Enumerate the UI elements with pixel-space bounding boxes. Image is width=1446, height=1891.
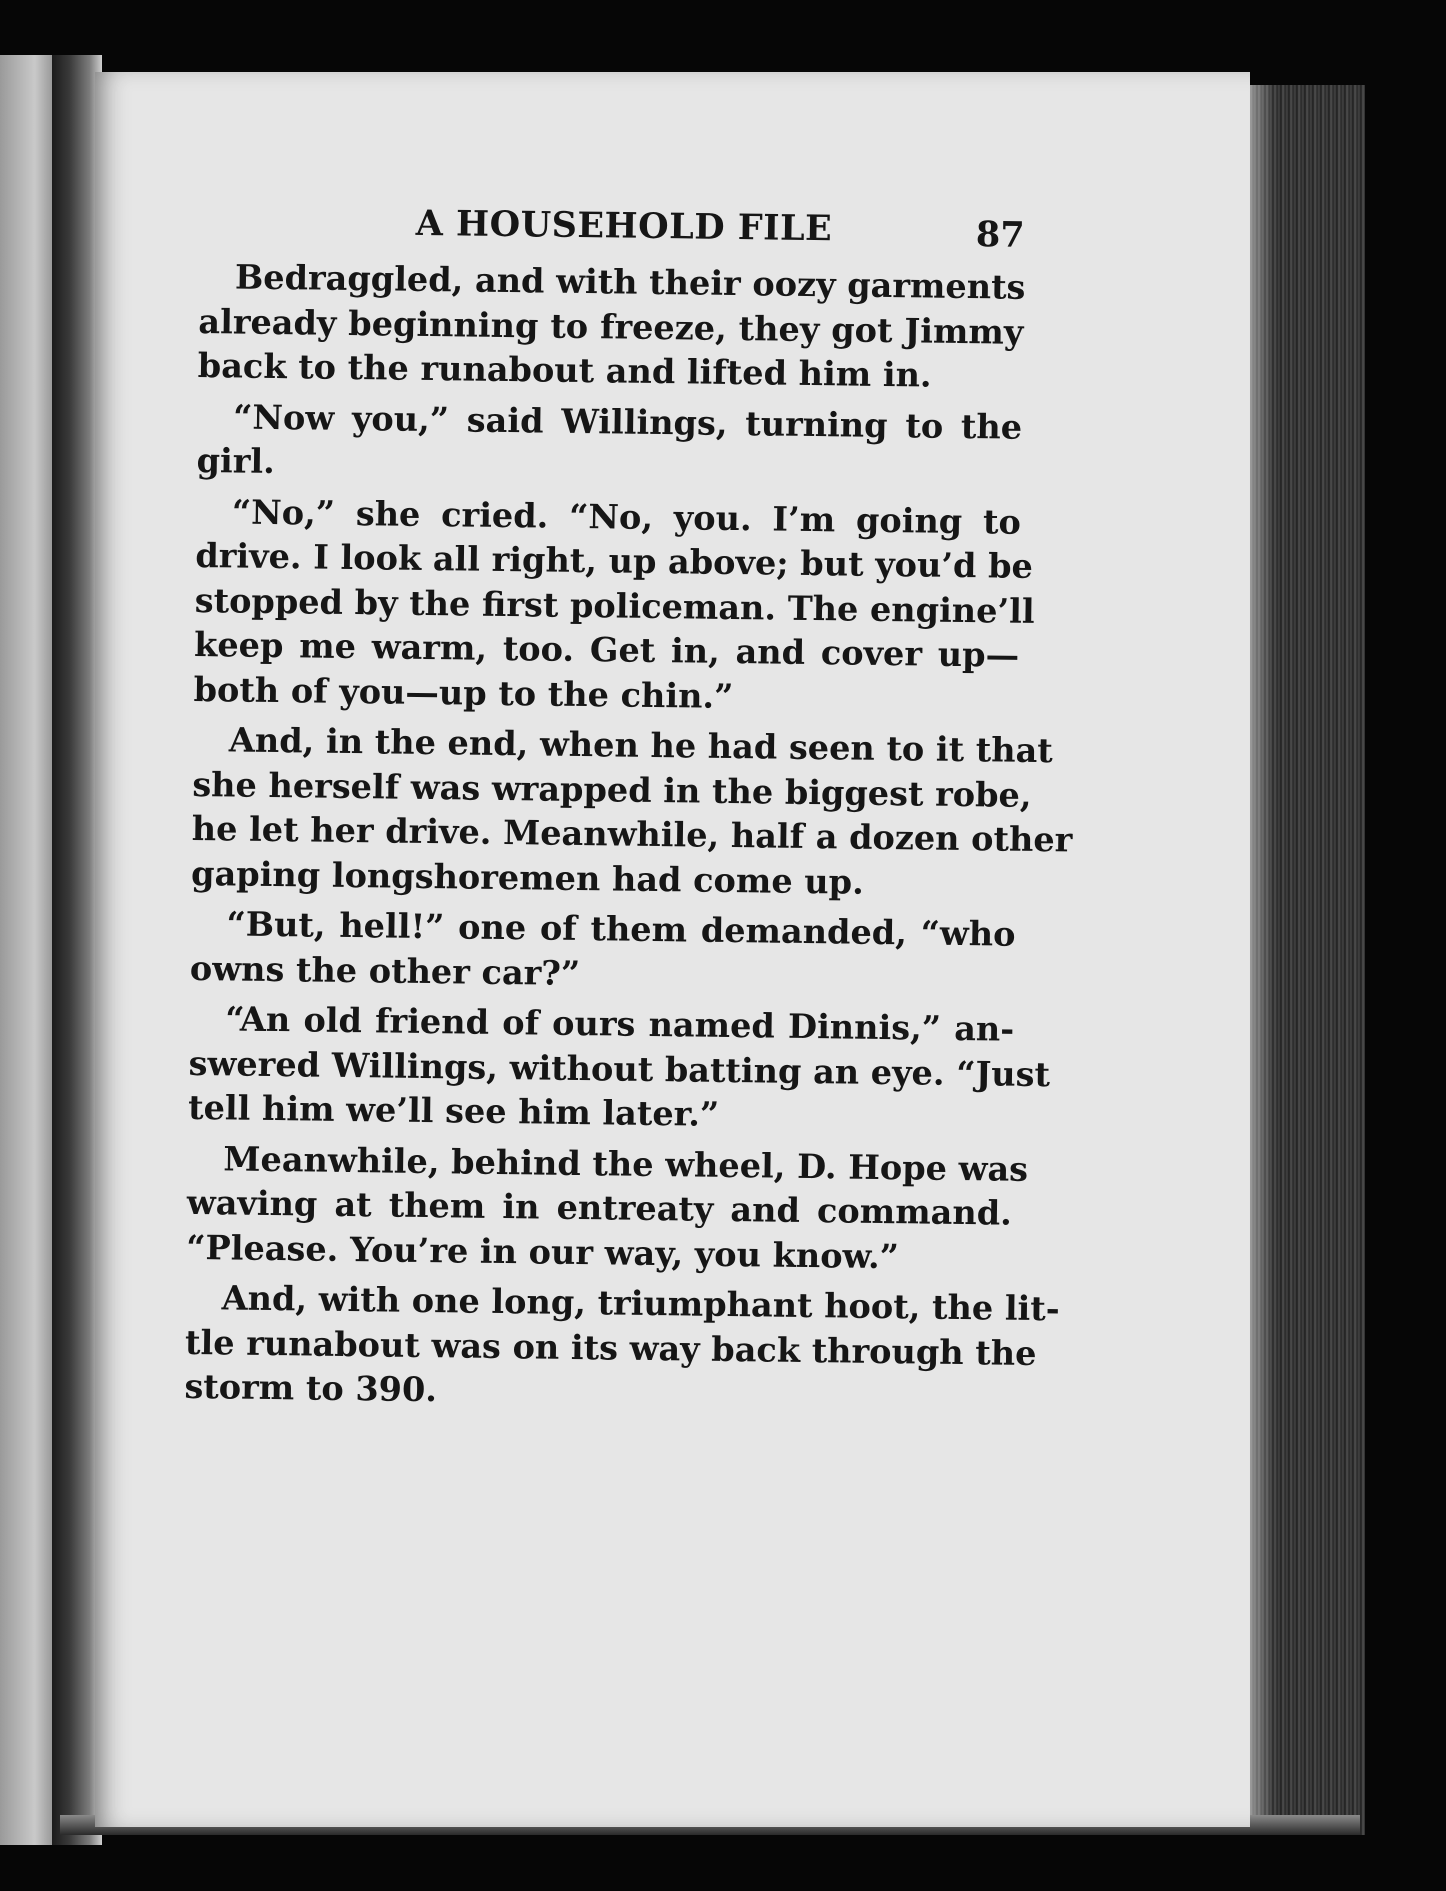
paragraph (187, 997, 1051, 1141)
text-line: “No,” she cried. “No, you. I’m going to (231, 491, 1022, 542)
text-line: Meanwhile, behind the wheel, D. Hope was (223, 1138, 1029, 1189)
text-line: swered Willings, without batting an eye. “Just (188, 1043, 1051, 1094)
text-line: back to the runabout and lifted him in. (197, 345, 932, 395)
text-line: storm to 390. (184, 1366, 438, 1410)
paragraph (186, 1136, 1029, 1280)
text-line: she herself was wrapped in the biggest robe, (192, 764, 1032, 815)
facing-page-edge (0, 55, 58, 1845)
page-text-block (184, 200, 1073, 1420)
running-head: A HOUSEHOLD FILE (415, 202, 833, 250)
page-header (199, 200, 1025, 266)
text-line: “But, hell!” one of them demanded, “who (226, 904, 1016, 954)
text-line: And, with one long, triumphant hoot, the lit- (221, 1278, 1060, 1329)
paragraph (196, 394, 1022, 494)
page-number: 87 (975, 214, 1025, 256)
text-line: both of you—up to the chin.” (193, 669, 734, 716)
paragraph (190, 718, 1073, 907)
text-line: And, in the end, when he had seen to it that (228, 720, 1054, 771)
text-line: drive. I look all right, up above; but you’d be (195, 535, 1034, 586)
text-line: owns the other car?” (189, 948, 581, 993)
body-text (184, 255, 1073, 1420)
text-line: “Please. You’re in our way, you know.” (186, 1227, 900, 1276)
text-line: tle runabout was on its way back through the (184, 1322, 1037, 1373)
text-line: “An old friend of ours named Dinnis,” an- (225, 999, 1015, 1049)
paragraph (198, 255, 1025, 399)
text-line: gaping longshoremen had come up. (190, 853, 865, 902)
text-line: waving at them in entreaty and command. (186, 1182, 1013, 1233)
paragraph (190, 902, 1016, 1002)
text-line: he let her drive. Meanwhile, half a dozen other (191, 808, 1073, 860)
paragraph (184, 1276, 1060, 1420)
text-line: tell him we’ll see him later.” (187, 1087, 720, 1134)
text-line: “Now you,” said Willings, turning to the (232, 396, 1023, 447)
text-line: already beginning to freeze, they got Jimmy (198, 301, 1024, 352)
text-line: stopped by the first policeman. The engine’ll (194, 580, 1035, 631)
text-line: Bedraggled, and with their oozy garments (234, 257, 1026, 307)
text-line: keep me warm, too. Get in, and cover up— (193, 624, 1020, 675)
text-line: girl. (196, 440, 276, 481)
paragraph (193, 489, 1035, 722)
